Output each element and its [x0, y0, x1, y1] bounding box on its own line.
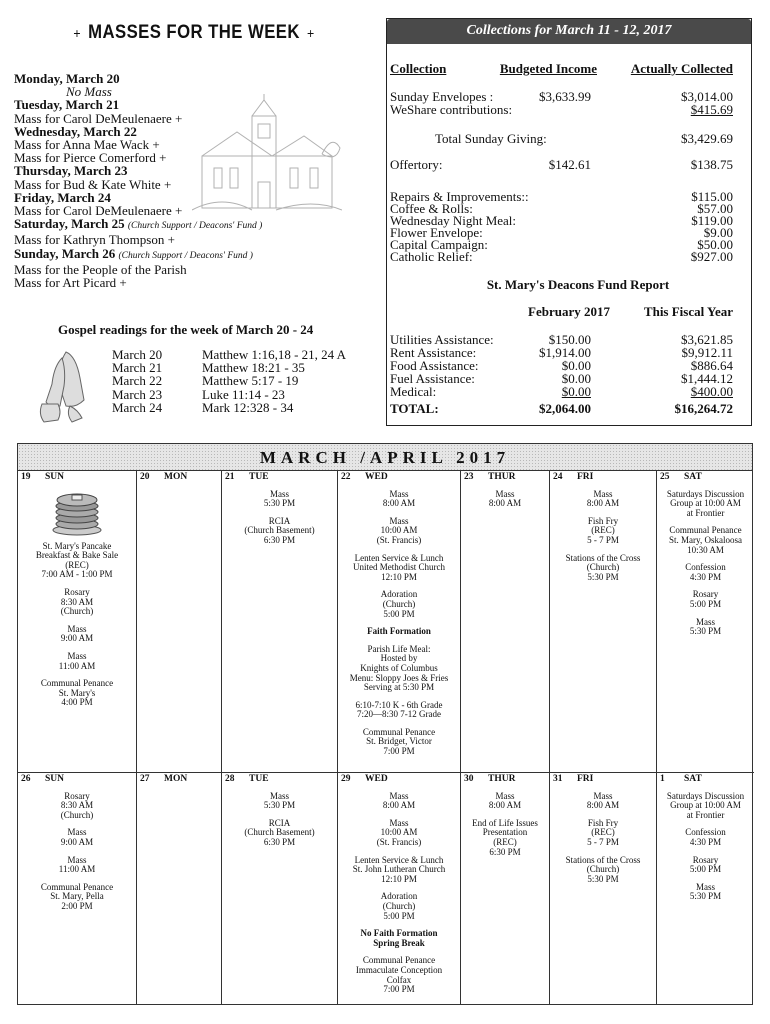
calendar-day-header — [341, 473, 457, 483]
calendar-event: Communal Penance Immaculate Conception Colfax 7:00 PM — [355, 955, 443, 995]
calendar-day-cell — [18, 471, 137, 773]
mass-day-heading: Sunday, March 26 — [14, 245, 116, 261]
calendar-day-name: FRI — [577, 472, 594, 482]
budgeted-value: $3,633.99 — [539, 89, 591, 104]
calendar-event: Saturdays Discussion Group at 10:00 AM at Frontier — [666, 488, 745, 518]
mass-day-friday — [14, 191, 374, 217]
fiscal-year-value: $1,444.12 — [681, 371, 733, 386]
calendar-event: Mass 5:30 PM — [263, 488, 296, 509]
calendar-day-cell — [137, 773, 222, 1005]
row-label: Fuel Assistance: — [390, 371, 475, 386]
mass-line: Mass for Art Picard + — [14, 275, 127, 291]
masses-section — [14, 22, 374, 292]
calendar-day-header — [225, 775, 334, 785]
row-label: Capital Campaign: — [390, 237, 488, 252]
mass-line: Mass for Kathryn Thompson + — [14, 232, 175, 248]
mass-day-monday — [14, 72, 374, 98]
mass-line: Mass for Pierce Comerford + — [14, 150, 167, 166]
calendar-day-number: 22 — [341, 472, 351, 482]
gospel-readings-table — [112, 348, 346, 414]
deacons-fund-title: St. Mary's Deacons Fund Report — [486, 277, 670, 292]
calendar-day-number: 28 — [225, 774, 235, 784]
calendar-day-cell — [137, 471, 222, 773]
mass-day-heading: Friday, March 24 — [14, 189, 111, 205]
actual-value: $57.00 — [697, 201, 733, 216]
calendar-event: Mass 8:00 AM — [586, 790, 620, 811]
actual-value: $415.69 — [690, 102, 733, 117]
calendar-event: No Faith Formation Spring Break — [360, 928, 438, 948]
calendar-event: Mass 5:30 PM — [263, 790, 296, 811]
actual-value: $119.00 — [691, 213, 733, 228]
calendar-day-header — [464, 775, 546, 785]
collections-box — [386, 18, 752, 426]
calendar-event: Rosary 8:30 AM (Church) — [60, 790, 94, 820]
calendar-day-name: TUE — [249, 774, 269, 784]
other-collection-row — [390, 250, 733, 264]
calendar-day-number: 25 — [660, 472, 670, 482]
row-label: WeShare contributions: — [390, 102, 513, 117]
calendar-event: Mass 8:00 AM — [488, 790, 522, 811]
budgeted-column-header: Budgeted Income — [499, 61, 597, 76]
mass-day-heading: Tuesday, March 21 — [14, 97, 120, 113]
gospel-reading-row — [112, 388, 346, 401]
calendar-day-name: THUR — [488, 472, 516, 482]
february-value: $150.00 — [548, 332, 591, 347]
calendar-event: Parish Life Meal: Hosted by Knights of Columbus Menu: Sloppy Joes & Fries Serving at 5:30 PM — [349, 643, 449, 693]
calendar-day-header — [225, 473, 334, 483]
mass-day-saturday — [14, 217, 374, 246]
calendar-event: Mass 10:00 AM (St. Francis) — [376, 515, 422, 545]
cross-icon: + — [306, 25, 315, 41]
february-column-header: February 2017 — [528, 304, 610, 319]
fiscal-year-value: $16,264.72 — [674, 401, 733, 416]
calendar-event: Communal Penance St. Mary, Pella 2:00 PM — [40, 881, 114, 911]
calendar-event: Mass 9:00 AM — [60, 827, 94, 847]
mass-list — [14, 72, 374, 289]
fiscal-year-value: $400.00 — [690, 384, 733, 399]
calendar-day-name: FRI — [577, 774, 594, 784]
gospel-date: March 21 — [112, 360, 163, 376]
mass-day-sunday — [14, 247, 374, 290]
row-label: Medical: — [390, 384, 437, 399]
collection-column-header: Collection — [390, 61, 447, 76]
calendar-event: Saturdays Discussion Group at 10:00 AM at Frontier — [666, 790, 745, 820]
row-label: TOTAL: — [390, 401, 439, 416]
actual-value: $927.00 — [690, 249, 733, 264]
fiscal-year-value: $3,621.85 — [681, 332, 733, 347]
collections-header-row — [390, 62, 733, 76]
calendar-day-cell — [18, 773, 137, 1005]
mass-line: Mass for Bud & Kate White + — [14, 176, 172, 192]
calendar-event: St. Mary's Pancake Breakfast & Bake Sale (REC) 7:00 AM - 1:00 PM — [35, 540, 119, 580]
gospel-title: Gospel readings for the week of March 20 - 24 — [58, 322, 314, 337]
calendar-day-cell — [338, 471, 461, 773]
calendar-day-name: SUN — [45, 472, 65, 482]
actual-value: $50.00 — [697, 237, 733, 252]
calendar-event: Fish Fry (REC) 5 - 7 PM — [587, 515, 619, 545]
gospel-reference: Matthew 5:17 - 19 — [202, 373, 299, 389]
calendar-day-name: THUR — [488, 774, 516, 784]
fund-note: (Church Support / Deacons' Fund ) — [118, 250, 253, 261]
mass-day-heading: Monday, March 20 — [14, 71, 120, 86]
calendar-day-number: 23 — [464, 472, 474, 482]
calendar-event: Rosary 5:00 PM — [689, 589, 722, 609]
mass-line: Mass for Anna Mae Wack + — [14, 137, 160, 153]
calendar-event: Communal Penance St. Bridget, Victor 7:00 PM — [362, 726, 436, 757]
calendar-day-number: 26 — [21, 774, 31, 784]
calendar-event: RCIA (Church Basement) 6:30 PM — [244, 817, 315, 847]
calendar-event: Mass 10:00 AM (St. Francis) — [376, 817, 422, 847]
row-label: Total Sunday Giving: — [435, 131, 547, 146]
calendar-day-number: 19 — [21, 472, 31, 482]
calendar-day-name: TUE — [249, 472, 269, 482]
fund-note: (Church Support / Deacons' Fund ) — [127, 221, 263, 232]
calendar-day-header — [553, 473, 653, 483]
mass-day-heading: Thursday, March 23 — [14, 163, 128, 179]
calendar-day-cell — [461, 471, 550, 773]
pancake-stack-icon — [52, 490, 102, 536]
offertory-row — [390, 158, 733, 172]
february-value: $0.00 — [561, 384, 591, 399]
calendar — [17, 443, 753, 1005]
actual-value: $115.00 — [691, 189, 733, 204]
calendar-day-name: SUN — [45, 774, 65, 784]
gospel-reference: Matthew 1:16,18 - 21, 24 A — [202, 347, 347, 362]
collections-title: Collections for March 11 - 12, 2017 — [387, 19, 751, 44]
calendar-event: Mass 11:00 AM — [58, 650, 96, 671]
calendar-day-cell — [657, 773, 754, 1005]
calendar-event: RCIA (Church Basement) 6:30 PM — [244, 515, 315, 545]
calendar-day-cell — [461, 773, 550, 1005]
calendar-day-header — [660, 775, 751, 785]
calendar-event: Confession 4:30 PM — [685, 562, 726, 582]
calendar-event: Mass 5:30 PM — [689, 881, 722, 902]
gospel-date: March 22 — [112, 373, 163, 389]
calendar-day-cell — [222, 471, 338, 773]
fiscal-year-value: $886.64 — [690, 358, 733, 373]
calendar-day-header — [553, 775, 653, 785]
fiscal-year-column-header: This Fiscal Year — [643, 304, 733, 319]
calendar-day-cell — [222, 773, 338, 1005]
masses-title-text: MASSES FOR THE WEEK — [88, 22, 300, 43]
gospel-date: March 20 — [112, 347, 163, 362]
calendar-event: Mass 8:00 AM — [586, 488, 620, 509]
calendar-day-name: WED — [365, 472, 388, 482]
calendar-event: Mass 8:00 AM — [382, 488, 416, 509]
weshare-row — [390, 103, 733, 117]
mass-line: Mass for the People of the Parish — [14, 261, 187, 277]
cross-icon: + — [73, 25, 82, 41]
gospel-date: March 24 — [112, 399, 163, 415]
gospel-section — [14, 322, 374, 432]
calendar-day-number: 31 — [553, 774, 563, 784]
calendar-day-cell — [550, 471, 657, 773]
row-label: Rent Assistance: — [390, 345, 477, 360]
row-label: Offertory: — [390, 157, 443, 172]
calendar-grid — [18, 471, 752, 1005]
calendar-day-header — [21, 473, 133, 483]
mass-day-heading: Saturday, March 25 — [14, 216, 125, 232]
calendar-title: MARCH /APRIL 2017 — [18, 444, 752, 471]
calendar-day-number: 21 — [225, 472, 235, 482]
row-label: Coffee & Rolls: — [390, 201, 473, 216]
calendar-day-name: WED — [365, 774, 388, 784]
mass-day-tuesday — [14, 98, 374, 124]
calendar-event: Fish Fry (REC) 5 - 7 PM — [587, 817, 619, 847]
calendar-day-name: MON — [164, 472, 188, 482]
calendar-event: Communal Penance St. Mary, Oskaloosa 10:30 AM — [669, 525, 742, 555]
deacons-header-row — [390, 305, 733, 319]
row-label: Utilities Assistance: — [390, 332, 494, 347]
calendar-event: End of Life Issues Presentation (REC) 6:30 PM — [472, 817, 538, 857]
praying-hands-icon — [36, 348, 88, 424]
gospel-reference: Matthew 18:21 - 35 — [202, 360, 305, 376]
calendar-day-number: 27 — [140, 774, 150, 784]
deacons-row — [390, 385, 733, 399]
row-label: Flower Envelope: — [390, 225, 483, 240]
calendar-day-cell — [338, 773, 461, 1005]
calendar-event: Confession 4:30 PM — [685, 827, 726, 847]
actual-value: $3,429.69 — [681, 131, 733, 146]
calendar-event: Mass 8:00 AM — [488, 488, 522, 509]
calendar-day-name: SAT — [684, 774, 702, 784]
calendar-event: Faith Formation — [367, 626, 431, 637]
calendar-day-name: SAT — [684, 472, 702, 482]
mass-line: Mass for Carol DeMeulenaere + — [14, 110, 183, 126]
fiscal-year-value: $9,912.11 — [681, 345, 733, 360]
calendar-day-number: 1 — [660, 774, 665, 784]
calendar-event: Mass 5:30 PM — [689, 616, 722, 637]
total-sunday-row — [390, 132, 733, 146]
calendar-day-number: 24 — [553, 472, 563, 482]
calendar-day-header — [21, 775, 133, 785]
calendar-event: Mass 8:00 AM — [382, 790, 416, 811]
calendar-event: Lenten Service & Lunch United Methodist Church 12:10 PM — [353, 552, 445, 582]
calendar-event: Adoration (Church) 5:00 PM — [380, 891, 418, 921]
gospel-reading-row — [112, 401, 346, 414]
gospel-date: March 23 — [112, 386, 163, 402]
row-label: Repairs & Improvements:: — [390, 189, 529, 204]
calendar-event: Stations of the Cross (Church) 5:30 PM — [565, 552, 641, 582]
calendar-day-name: MON — [164, 774, 188, 784]
february-value: $2,064.00 — [539, 401, 591, 416]
calendar-day-number: 30 — [464, 774, 474, 784]
mass-day-wednesday — [14, 125, 374, 165]
mass-day-heading: Wednesday, March 22 — [14, 123, 137, 139]
calendar-event: Adoration (Church) 5:00 PM — [380, 589, 418, 619]
gospel-reading-row — [112, 374, 346, 387]
gospel-reference: Mark 12:328 - 34 — [202, 399, 294, 415]
gospel-reference: Luke 11:14 - 23 — [202, 386, 285, 402]
calendar-day-cell — [550, 773, 657, 1005]
row-label: Sunday Envelopes : — [390, 89, 494, 104]
budgeted-value: $142.61 — [548, 157, 591, 172]
february-value: $0.00 — [561, 371, 591, 386]
masses-title — [36, 22, 353, 44]
calendar-event: Rosary 8:30 AM (Church) — [60, 586, 94, 617]
calendar-event: Rosary 5:00 PM — [689, 854, 722, 875]
actual-value: $138.75 — [690, 157, 733, 172]
actual-column-header: Actually Collected — [630, 61, 733, 76]
mass-line: No Mass — [66, 84, 112, 100]
deacons-total-row — [390, 402, 733, 416]
calendar-event: Mass 9:00 AM — [60, 623, 94, 644]
calendar-event: Mass 11:00 AM — [58, 854, 96, 875]
actual-value: $9.00 — [703, 225, 733, 240]
actual-value: $3,014.00 — [681, 89, 733, 104]
row-label: Catholic Relief: — [390, 249, 473, 264]
calendar-day-header — [140, 775, 218, 785]
calendar-day-number: 20 — [140, 472, 150, 482]
calendar-day-number: 29 — [341, 774, 351, 784]
mass-line: Mass for Carol DeMeulenaere + — [14, 203, 183, 219]
calendar-day-header — [464, 473, 546, 483]
calendar-event: 6:10-7:10 K - 6th Grade 7:20—8:30 7-12 Grade — [355, 699, 443, 720]
february-value: $0.00 — [561, 358, 591, 373]
calendar-event: Communal Penance St. Mary's 4:00 PM — [40, 678, 114, 708]
calendar-event: Lenten Service & Lunch St. John Lutheran Church 12:10 PM — [352, 854, 446, 884]
mass-day-thursday — [14, 164, 374, 190]
calendar-day-cell — [657, 471, 754, 773]
february-value: $1,914.00 — [539, 345, 591, 360]
calendar-day-header — [140, 473, 218, 483]
calendar-day-header — [660, 473, 751, 483]
calendar-day-header — [341, 775, 457, 785]
row-label: Food Assistance: — [390, 358, 479, 373]
row-label: Wednesday Night Meal: — [390, 213, 517, 228]
calendar-event: Stations of the Cross (Church) 5:30 PM — [565, 854, 641, 884]
